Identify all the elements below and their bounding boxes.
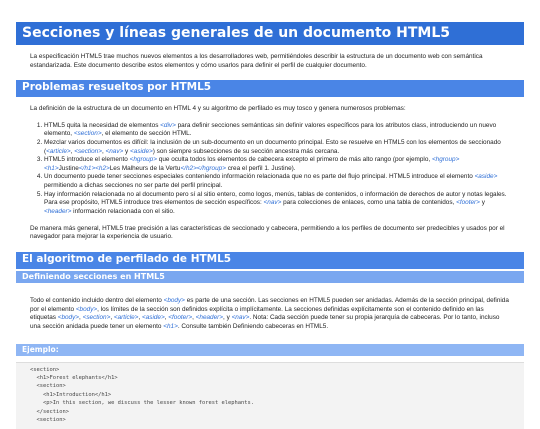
text: Justine bbox=[58, 164, 79, 172]
text: y bbox=[123, 147, 131, 155]
heading-algorithm: El algoritmo de perfilado de HTML5 bbox=[16, 252, 524, 269]
text: , bbox=[164, 314, 169, 322]
list-item bbox=[44, 139, 510, 156]
code-tag: <body> bbox=[75, 305, 98, 313]
code-tag: <aside> bbox=[141, 314, 165, 322]
text: , bbox=[79, 314, 83, 322]
text: , y bbox=[223, 314, 232, 322]
code-tag: <section> bbox=[73, 130, 102, 138]
code-tag: <aside> bbox=[474, 173, 498, 181]
text: . Nota: Cada sección puede tener su propia jerarquía de cabeceras. Por lo tanto, incluso una sección anidada puede tener un elemento bbox=[30, 314, 500, 331]
text: , bbox=[138, 314, 142, 322]
problems-list bbox=[30, 122, 510, 217]
code-tag: <section> bbox=[82, 314, 111, 322]
heading-defining-sections: Definiendo secciones en HTML5 bbox=[16, 271, 524, 284]
code-tag: <aside> bbox=[130, 147, 153, 155]
code-tag: <hgroup> bbox=[129, 156, 157, 164]
text: permitiendo a dichas secciones no ser parte del perfil principal. bbox=[44, 182, 223, 190]
code-tag: <body> bbox=[57, 314, 80, 322]
code-tag: <nav> bbox=[105, 147, 124, 155]
code-tag: <header> bbox=[195, 314, 224, 322]
code-tag: <article> bbox=[46, 147, 71, 155]
code-tag: </h2></hgroup> bbox=[180, 164, 226, 172]
heading-problems: Problemas resueltos por HTML5 bbox=[16, 80, 524, 97]
list-item bbox=[44, 173, 510, 190]
list-item bbox=[44, 122, 510, 139]
intro-paragraph: La especificación HTML5 trae muchos nuevos elementos a los desarrolladores web, permitiéndoles describir la estructura de un documento web con semántica estandarizada. Este documento describe estos elementos y cómo usarlos para definir el perfil de cualquier documento. bbox=[30, 53, 483, 69]
text: , el elemento de sección HTML. bbox=[101, 130, 192, 138]
text: , los límites de la sección son definidos explícita o implícitamente. La secciones definidas explícitamente son el contenido definido en las etiquetas bbox=[30, 305, 484, 322]
problems-closing: De manera más general, HTML5 trae precisión a las características de seccionado y cabecera, permitiendo a los perfiles de documento ser predecibles y usados por el navegador para mejorar la experiencia de usuario. bbox=[30, 224, 505, 241]
text: para definir secciones semánticas sin definir valores específicos para los atributos class, introduciendo un nuevo elemento, bbox=[44, 121, 497, 138]
text: crea el perfil 1. Justine). bbox=[225, 164, 296, 172]
problems-lead: La definición de la estructura de un documento en HTML 4 y su algoritmo de perfilado es muy tosco y genera numerosos problemas: bbox=[30, 104, 406, 112]
text: Mezclar varios documentos es difícil: la inclusión de un sub-documento en un documento principal. Esto se resuelve en HTML5 con los elementos de seccionado ( bbox=[44, 138, 501, 155]
code-tag: <header> bbox=[44, 208, 72, 216]
text: Hay información relacionada no al documento pero sí al sitio entero, como logos, menús, tablas de contenidos, o información de derechos de autor y notas legales. Para ese propósito, HTML5 introduce tres elementos de sección específicos: bbox=[44, 190, 507, 207]
text: HTML5 quita la necesidad de elementos bbox=[44, 121, 161, 129]
text: HTML5 introduce el elemento bbox=[44, 156, 130, 164]
text: que oculta todos los elementos de cabecera excepto el primero de más alto rango (por ejemplo, bbox=[156, 156, 432, 164]
text: Les Malheurs de la Vertu bbox=[109, 164, 181, 172]
code-tag: <h1> bbox=[163, 323, 178, 331]
code-example: <section> <h1>Forest elephants</h1> <section> <h1>Introduction</h1> <p>In this section, we discuss the lesser known forest elephants. </section> <section> bbox=[16, 362, 524, 429]
text: , bbox=[110, 314, 114, 322]
text: para colecciones de enlaces, como una tabla de contenidos, bbox=[281, 199, 457, 207]
sections-paragraph bbox=[30, 297, 510, 332]
code-tag: <div> bbox=[160, 121, 176, 129]
code-tag: </h1><h2> bbox=[78, 164, 110, 172]
text: Todo el contenido incluido dentro del elemento bbox=[30, 297, 164, 305]
code-tag: <hgroup><h1> bbox=[44, 156, 460, 172]
text: ) son siempre subsecciones de su sección ancestra más cercana. bbox=[152, 147, 340, 155]
text: , bbox=[101, 147, 106, 155]
code-tag: <footer> bbox=[168, 314, 193, 322]
page-title: Secciones y líneas generales de un documento HTML5 bbox=[16, 22, 524, 45]
code-tag: <section> bbox=[74, 147, 102, 155]
heading-example: Ejemplo: bbox=[16, 344, 524, 356]
text: y bbox=[479, 199, 485, 207]
list-item bbox=[44, 156, 510, 173]
code-tag: <article> bbox=[113, 314, 139, 322]
text: información relacionada con el sitio. bbox=[71, 208, 175, 216]
code-tag: <footer> bbox=[456, 199, 480, 207]
code-tag: <nav> bbox=[263, 199, 282, 207]
text: . Consulte también Definiendo cabeceras en HTML5. bbox=[177, 323, 329, 331]
text: Un documento puede tener secciones especiales conteniendo información relacionada que no es parte del flujo principal. HTML5 introduce el elemento bbox=[44, 173, 475, 181]
text: , bbox=[192, 314, 196, 322]
code-tag: <body> bbox=[163, 297, 185, 305]
list-item bbox=[44, 191, 510, 217]
text: es parte de una sección. Las secciones en HTML5 pueden ser anidadas. Además de la sección principal, definida por el elemento bbox=[30, 297, 509, 313]
text: , bbox=[70, 147, 75, 155]
code-tag: <nav> bbox=[231, 314, 250, 322]
